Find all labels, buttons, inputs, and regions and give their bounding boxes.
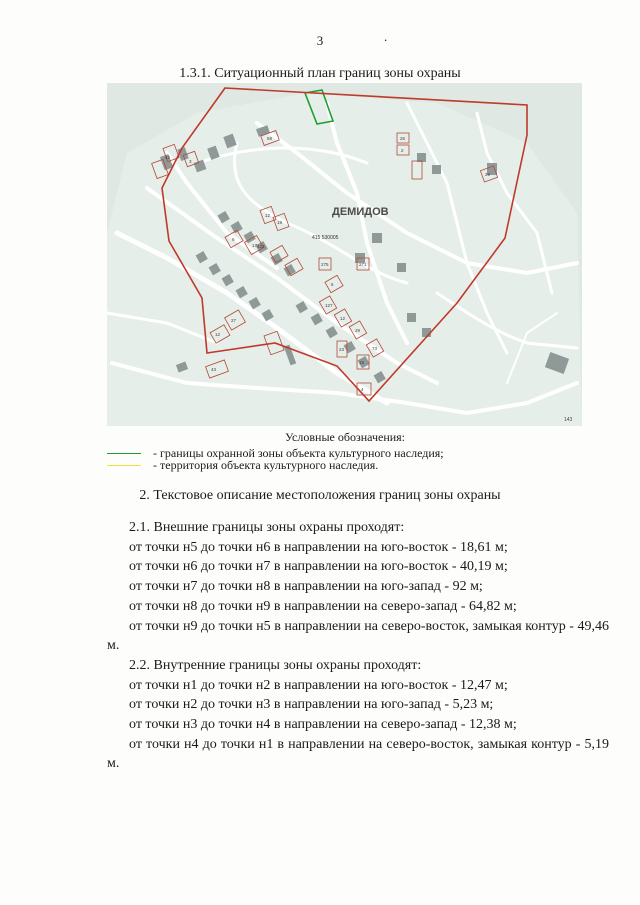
boundary-segment: от точки н6 до точки н7 в направлении на юго-восток - 40,19 м; — [129, 559, 508, 575]
lot-number: 23 — [339, 347, 345, 352]
green-line-swatch — [107, 453, 141, 454]
legend-item-object-territory — [107, 458, 378, 473]
lot-number: 275 — [321, 262, 329, 267]
lot-number: 17 — [252, 243, 258, 248]
lot-number: 29 — [355, 328, 361, 333]
outer-boundaries-heading: 2.1. Внешние границы зоны охраны проходят: — [129, 520, 405, 535]
section-heading: 2. Текстовое описание местоположения границ зоны охраны — [139, 488, 501, 503]
lot-number: 26 — [400, 136, 406, 141]
boundary-segment: от точки н3 до точки н4 в направлении на северо-запад - 12,38 м; — [129, 717, 517, 733]
lot-number: 73 — [372, 346, 378, 351]
boundary-segment: от точки н9 до точки н5 в направлении на северо-восток, замыкая контур - 49,46 м. — [107, 618, 609, 654]
lot-number: 12 — [265, 213, 271, 218]
lot-number: 271 — [359, 262, 367, 267]
village-label: ДЕМИДОВ — [332, 206, 389, 218]
boundary-segment: от точки н4 до точки н1 в направлении на северо-восток, замыкая контур - 5,19 м. — [107, 736, 609, 772]
boundary-segment: от точки н5 до точки н6 в направлении на юго-восток - 18,61 м; — [129, 539, 508, 555]
page-number — [0, 29, 640, 49]
boundary-segment: от точки н1 до точки н2 в направлении на юго-восток - 12,47 м; — [129, 677, 508, 693]
cadastral-label: 415 530005 — [312, 235, 339, 241]
lot-number: 12 — [215, 332, 221, 337]
map-corner-label: 143 — [564, 417, 573, 423]
lot-number: 127 — [325, 303, 333, 308]
lot-number: 29 — [485, 172, 491, 177]
inner-boundaries-heading: 2.2. Внутренние границы зоны охраны проходят: — [129, 657, 422, 673]
lot-number: 15 — [359, 360, 365, 365]
boundary-description — [107, 518, 609, 774]
legend-title: Условные обозначения: — [285, 430, 406, 444]
lot-number: 4 — [361, 387, 364, 392]
map-title: 1.3.1. Ситуационный план границ зоны охраны — [179, 66, 461, 81]
situation-map — [107, 83, 582, 426]
lot-number: 6 — [232, 237, 235, 242]
legend-item-label: - территория объекта культурного наследия. — [153, 458, 379, 472]
lot-number: 12 — [340, 316, 346, 321]
lot-number: 27 — [231, 318, 237, 323]
lot-number: 2 — [401, 148, 404, 153]
boundary-segment: от точки н7 до точки н8 в направлении на юго-запад - 92 м; — [129, 579, 483, 595]
legend-item-label: - границы охранной зоны объекта культурного наследия; — [153, 446, 444, 460]
lot-number: 19 — [277, 220, 283, 225]
lot-number: 43 — [211, 367, 217, 372]
page-number-value: 3 — [316, 33, 324, 48]
yellow-line-swatch — [107, 465, 141, 466]
lot-number: 423 — [257, 244, 265, 249]
boundary-segment: от точки н2 до точки н3 в направлении на юго-запад - 5,23 м; — [129, 697, 494, 713]
page-mark: . — [384, 29, 388, 44]
lot-number: 6 — [331, 282, 334, 287]
boundary-segment: от точки н8 до точки н9 в направлении на северо-запад - 64,82 м; — [129, 598, 517, 614]
lot-number: 58 — [267, 136, 273, 141]
lot-number: 42 — [165, 155, 171, 160]
lot-number: 3 — [189, 159, 192, 164]
